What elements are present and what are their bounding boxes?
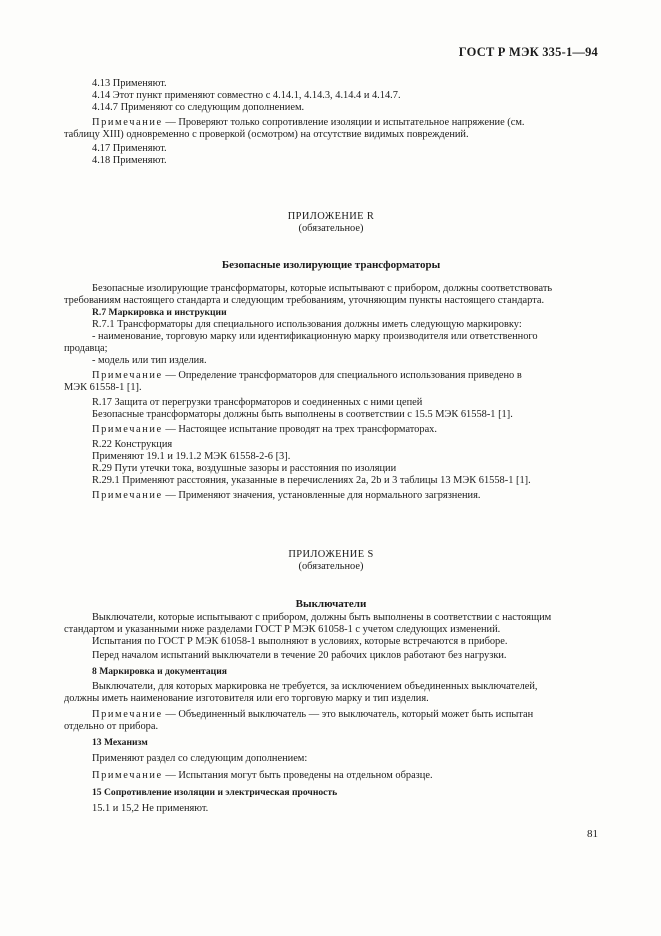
appendix-r-heading (64, 211, 598, 235)
top-section (92, 78, 598, 114)
page-number: 81 (587, 828, 598, 840)
appendix-r-title: Безопасные изолирующие трансформаторы (221, 259, 441, 271)
text-line: требованиям настоящего стандарта и следующим требованиям, уточняющим пункты настоящего стандарта. (64, 295, 545, 306)
clause-line: 4.17 Применяют. (92, 143, 167, 154)
note-label: Примечание (92, 424, 163, 435)
text-line: Перед началом испытаний выключатели в течение 20 рабочих циклов работают без нагрузки. (92, 650, 507, 661)
note-label: Примечание (92, 370, 163, 381)
standard-header: ГОСТ Р МЭК 335-1—94 (458, 45, 598, 59)
note-text: отдельно от прибора. (64, 721, 159, 732)
clause-line: 4.18 Применяют. (92, 155, 167, 166)
text-line: R.29 Пути утечки тока, воздушные зазоры и расстояния по изоляции (92, 463, 397, 474)
section-title: 8 Маркировка и документация (92, 666, 227, 677)
note-text: — Объединенный выключатель — это выключатель, который может быть испытан (162, 709, 534, 720)
appendix-heading: ПРИЛОЖЕНИЕ R (287, 211, 375, 222)
note-label: Примечание (92, 490, 163, 501)
text-line: R.29.1 Применяют расстояния, указанные в перечислениях 2a, 2b и 3 таблицы 13 МЭК 61558-1 [1]. (92, 475, 531, 486)
note-text: таблицу XIII) одновременно с проверкой (осмотром) на отсутствие видимых повреждений. (64, 129, 469, 140)
note-text: — Определение трансформаторов для специального использования приведено в (162, 370, 522, 381)
note-text: — Настоящее испытание проводят на трех трансформаторах. (162, 424, 437, 435)
list-item: - модель или тип изделия. (92, 355, 207, 366)
appendix-status: (обязательное) (298, 223, 364, 234)
note-label: Примечание (92, 117, 163, 128)
text-line: стандартом и указанными ниже разделами ГОСТ Р МЭК 61058-1 с учетом следующих изменений. (64, 624, 501, 635)
text-line: Выключатели, для которых маркировка не требуется, за исключением объединенных выключателей, (92, 681, 538, 692)
appendix-s-heading (64, 549, 598, 573)
clause-line: 4.14 Этот пункт применяют совместно с 4.14.1, 4.14.3, 4.14.4 и 4.14.7. (92, 90, 401, 101)
appendix-r-body (64, 283, 598, 502)
list-item: - наименование, торговую марку или идентификационную марку производителя или ответственного (92, 331, 538, 342)
section-title: 15 Сопротивление изоляции и электрическая прочность (92, 787, 338, 798)
text-line: 15.1 и 15,2 Не применяют. (92, 803, 209, 814)
appendix-s-title: Выключатели (295, 598, 367, 610)
clause-line: 4.14.7 Применяют со следующим дополнением. (92, 102, 305, 113)
appendix-heading: ПРИЛОЖЕНИЕ S (288, 549, 374, 560)
note-text: — Испытания могут быть проведены на отдельном образце. (162, 770, 433, 781)
note-label: Примечание (92, 770, 163, 781)
note-label: Примечание (92, 709, 163, 720)
note-text: МЭК 61558-1 [1]. (64, 382, 142, 393)
section-title: R.7 Маркировка и инструкции (92, 307, 227, 318)
text-line: Применяют раздел со следующим дополнением: (92, 753, 308, 764)
top-note (64, 117, 598, 141)
text-line: Выключатели, которые испытывают с прибором, должны быть выполнены в соответствии с настоящим (92, 612, 552, 623)
clause-line: 4.13 Применяют. (92, 78, 167, 89)
top-section-2 (92, 143, 598, 167)
note-text: — Применяют значения, установленные для нормального загрязнения. (162, 490, 481, 501)
text-line: Применяют 19.1 и 19.1.2 МЭК 61558-2-6 [3]. (92, 451, 291, 462)
text-line: R.17 Защита от перегрузки трансформаторов и соединенных с ними цепей (92, 397, 423, 408)
appendix-s-body (64, 612, 598, 815)
list-item: продавца; (64, 343, 108, 354)
text-line: Испытания по ГОСТ Р МЭК 61058-1 выполняют в условиях, которые встречаются в приборе. (92, 636, 508, 647)
appendix-status: (обязательное) (298, 561, 364, 572)
text-line: R.7.1 Трансформаторы для специального использования должны иметь следующую маркировку: (92, 319, 522, 330)
text-line: R.22 Конструкция (92, 439, 173, 450)
text-line: должны иметь наименование изготовителя или его торговую марку и тип изделия. (64, 693, 429, 704)
text-line: Безопасные трансформаторы должны быть выполнены в соответствии с 15.5 МЭК 61558-1 [1]. (92, 409, 513, 420)
section-title: 13 Механизм (92, 737, 148, 748)
text-line: Безопасные изолирующие трансформаторы, которые испытывают с прибором, должны соответствовать (92, 283, 553, 294)
note-text: — Проверяют только сопротивление изоляции и испытательное напряжение (см. (162, 117, 525, 128)
